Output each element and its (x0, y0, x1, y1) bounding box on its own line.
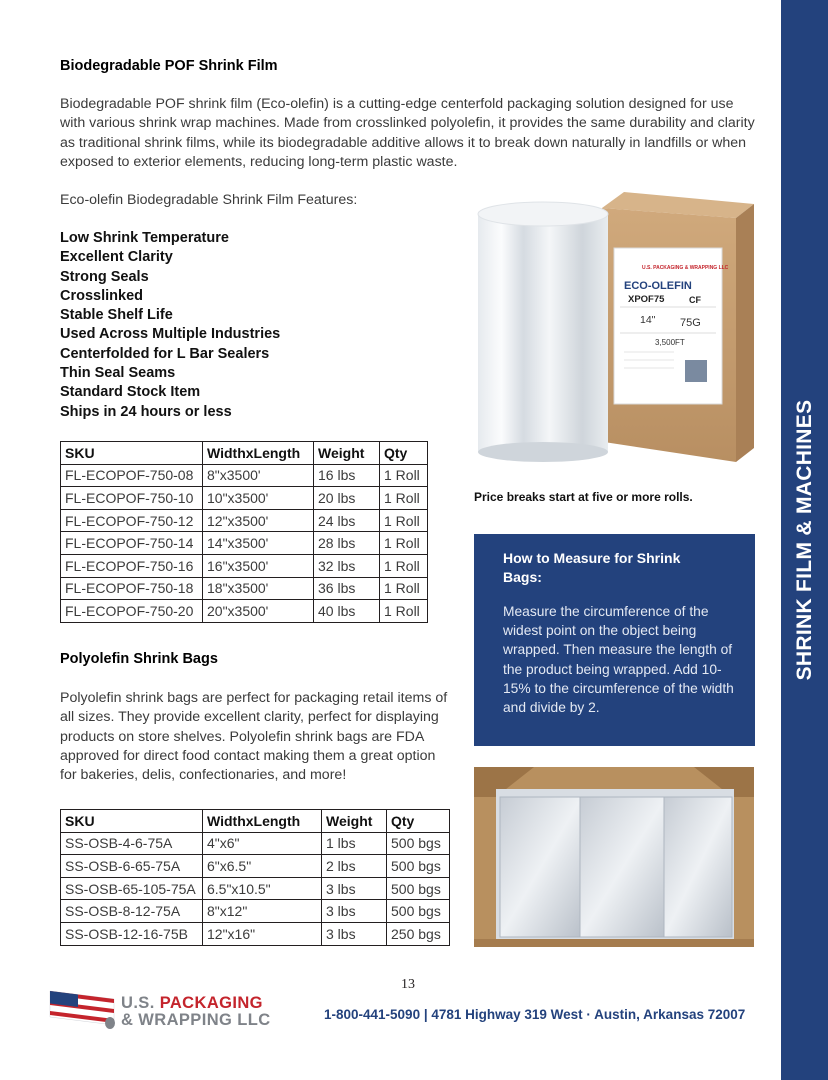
table-row (61, 554, 428, 577)
table-cell: 16"x3500' (203, 554, 314, 577)
label-brand-small: U.S. PACKAGING & WRAPPING LLC (642, 265, 729, 271)
table-cell: 1 Roll (380, 487, 428, 510)
qr-code-icon (685, 360, 707, 382)
table-cell: 500 bgs (387, 900, 450, 923)
table-cell: 28 lbs (314, 532, 380, 555)
table-header-row (61, 442, 428, 465)
measure-info-box (474, 534, 755, 746)
table-cell: 6"x6.5" (203, 855, 322, 878)
table-cell: 1 lbs (322, 832, 387, 855)
table-cell: 24 lbs (314, 509, 380, 532)
table-cell: FL-ECOPOF-750-18 (61, 577, 203, 600)
page-number: 13 (401, 977, 415, 992)
table-cell: 3 lbs (322, 877, 387, 900)
table-cell: 1 Roll (380, 577, 428, 600)
table-cell: SS-OSB-4-6-75A (61, 832, 203, 855)
flag-logo-icon (48, 985, 118, 1035)
header-cell: Weight (314, 442, 380, 465)
bags-spec-table (60, 809, 450, 946)
pof-spec-table (60, 441, 428, 623)
table-cell: SS-OSB-8-12-75A (61, 900, 203, 923)
table-cell: 1 Roll (380, 509, 428, 532)
feature-item: Excellent Clarity (60, 249, 173, 266)
table-header-row (61, 810, 450, 833)
feature-item: Thin Seal Seams (60, 365, 176, 382)
label-length: 3,500FT (655, 338, 685, 347)
table-cell: 500 bgs (387, 877, 450, 900)
table-cell: 8"x12" (203, 900, 322, 923)
table-cell: 40 lbs (314, 600, 380, 623)
table-cell: 36 lbs (314, 577, 380, 600)
table-row (61, 532, 428, 555)
measure-text: Measure the circumference of the widest point on the object being wrapped. Then measure the length of the product being wrapped. Add 10-15% to the circumference of the width and divide by 2. (503, 604, 734, 716)
features-list (60, 229, 280, 422)
bags-description: Polyolefin shrink bags are perfect for packaging retail items of all sizes. They provide excellent clarity, perfect for displaying products on store shelves. Polyolefin shrink bags are FDA approved for direct food contact making them a great option for bakeries, delis, confectionaries, and more! (60, 690, 448, 784)
feature-item: Standard Stock Item (60, 384, 201, 401)
table-cell: FL-ECOPOF-750-12 (61, 509, 203, 532)
table-cell: 4"x6" (203, 832, 322, 855)
table-cell: SS-OSB-6-65-75A (61, 855, 203, 878)
table-cell: SS-OSB-12-16-75B (61, 922, 203, 945)
table-row (61, 877, 450, 900)
section-title-pof: Biodegradable POF Shrink Film (60, 58, 278, 74)
table-cell: 12"x16" (203, 922, 322, 945)
section-title-bags: Polyolefin Shrink Bags (60, 651, 218, 667)
feature-item: Strong Seals (60, 268, 149, 285)
logo-text (121, 995, 271, 1029)
feature-item: Used Across Multiple Industries (60, 326, 281, 343)
table-row (61, 832, 450, 855)
table-cell: 20 lbs (314, 487, 380, 510)
header-cell: SKU (61, 442, 203, 465)
table-cell: 1 Roll (380, 554, 428, 577)
header-cell: Qty (387, 810, 450, 833)
table-cell: 3 lbs (322, 922, 387, 945)
table-cell: 10"x3500' (203, 487, 314, 510)
label-gauge: 75G (680, 317, 701, 329)
table-cell: 1 Roll (380, 600, 428, 623)
product-photo-shrink-bags (474, 767, 754, 947)
table-cell: 18"x3500' (203, 577, 314, 600)
logo-us: U.S. (121, 994, 160, 1012)
feature-item: Centerfolded for L Bar Sealers (60, 345, 270, 362)
table-row (61, 577, 428, 600)
sidebar-label: SHRINK FILM & MACHINES (792, 399, 816, 681)
table-row (61, 509, 428, 532)
table-cell: 8"x3500' (203, 464, 314, 487)
label-brand: ECO-OLEFIN (624, 280, 692, 292)
table-row (61, 487, 428, 510)
table-row (61, 855, 450, 878)
label-width: 14" (640, 314, 656, 326)
table-cell: 500 bgs (387, 832, 450, 855)
feature-item: Crosslinked (60, 287, 143, 304)
table-cell: 16 lbs (314, 464, 380, 487)
header-cell: WidthxLength (203, 442, 314, 465)
feature-item: Stable Shelf Life (60, 307, 173, 324)
features-intro: Eco-olefin Biodegradable Shrink Film Features: (60, 192, 358, 208)
feature-item: Low Shrink Temperature (60, 230, 229, 246)
company-logo (48, 985, 278, 1035)
table-cell: 14"x3500' (203, 532, 314, 555)
table-cell: 1 Roll (380, 532, 428, 555)
table-cell: SS-OSB-65-105-75A (61, 877, 203, 900)
price-note: Price breaks start at five or more rolls. (474, 490, 693, 504)
header-cell: WidthxLength (203, 810, 322, 833)
label-code: XPOF75 (628, 294, 665, 305)
footer-contact: 1-800-441-5090 | 4781 Highway 319 West · Austin, Arkansas 72007 (324, 1007, 746, 1022)
table-cell: FL-ECOPOF-750-08 (61, 464, 203, 487)
table-row (61, 922, 450, 945)
table-cell: FL-ECOPOF-750-10 (61, 487, 203, 510)
table-cell: 32 lbs (314, 554, 380, 577)
table-cell: FL-ECOPOF-750-16 (61, 554, 203, 577)
pof-description: Biodegradable POF shrink film (Eco-olefin) is a cutting-edge centerfold packaging solution designed for use with various shrink wrap machines. Made from crosslinked polyolefin, it provides the same durability and clarity as traditional shrink films, while its biodegradable additive allows it to break down naturally in landfills or when exposed to exterior elements, reducing long-term plastic waste. (60, 96, 755, 170)
measure-title: How to Measure for Shrink Bags: (503, 550, 681, 585)
header-cell: Weight (322, 810, 387, 833)
table-cell: FL-ECOPOF-750-14 (61, 532, 203, 555)
table-cell: 6.5"x10.5" (203, 877, 322, 900)
table-cell: 3 lbs (322, 900, 387, 923)
table-cell: 1 Roll (380, 464, 428, 487)
table-cell: 250 bgs (387, 922, 450, 945)
table-cell: FL-ECOPOF-750-20 (61, 600, 203, 623)
table-row (61, 600, 428, 623)
table-cell: 20"x3500' (203, 600, 314, 623)
label-fold: CF (689, 295, 701, 305)
table-cell: 12"x3500' (203, 509, 314, 532)
feature-item: Ships in 24 hours or less (60, 403, 232, 420)
logo-wrapping: & WRAPPING LLC (121, 1011, 271, 1029)
product-photo-film-roll (474, 190, 756, 465)
table-cell: 2 lbs (322, 855, 387, 878)
header-cell: Qty (380, 442, 428, 465)
table-row (61, 900, 450, 923)
header-cell: SKU (61, 810, 203, 833)
table-cell: 500 bgs (387, 855, 450, 878)
table-row (61, 464, 428, 487)
logo-packaging: PACKAGING (159, 994, 263, 1012)
